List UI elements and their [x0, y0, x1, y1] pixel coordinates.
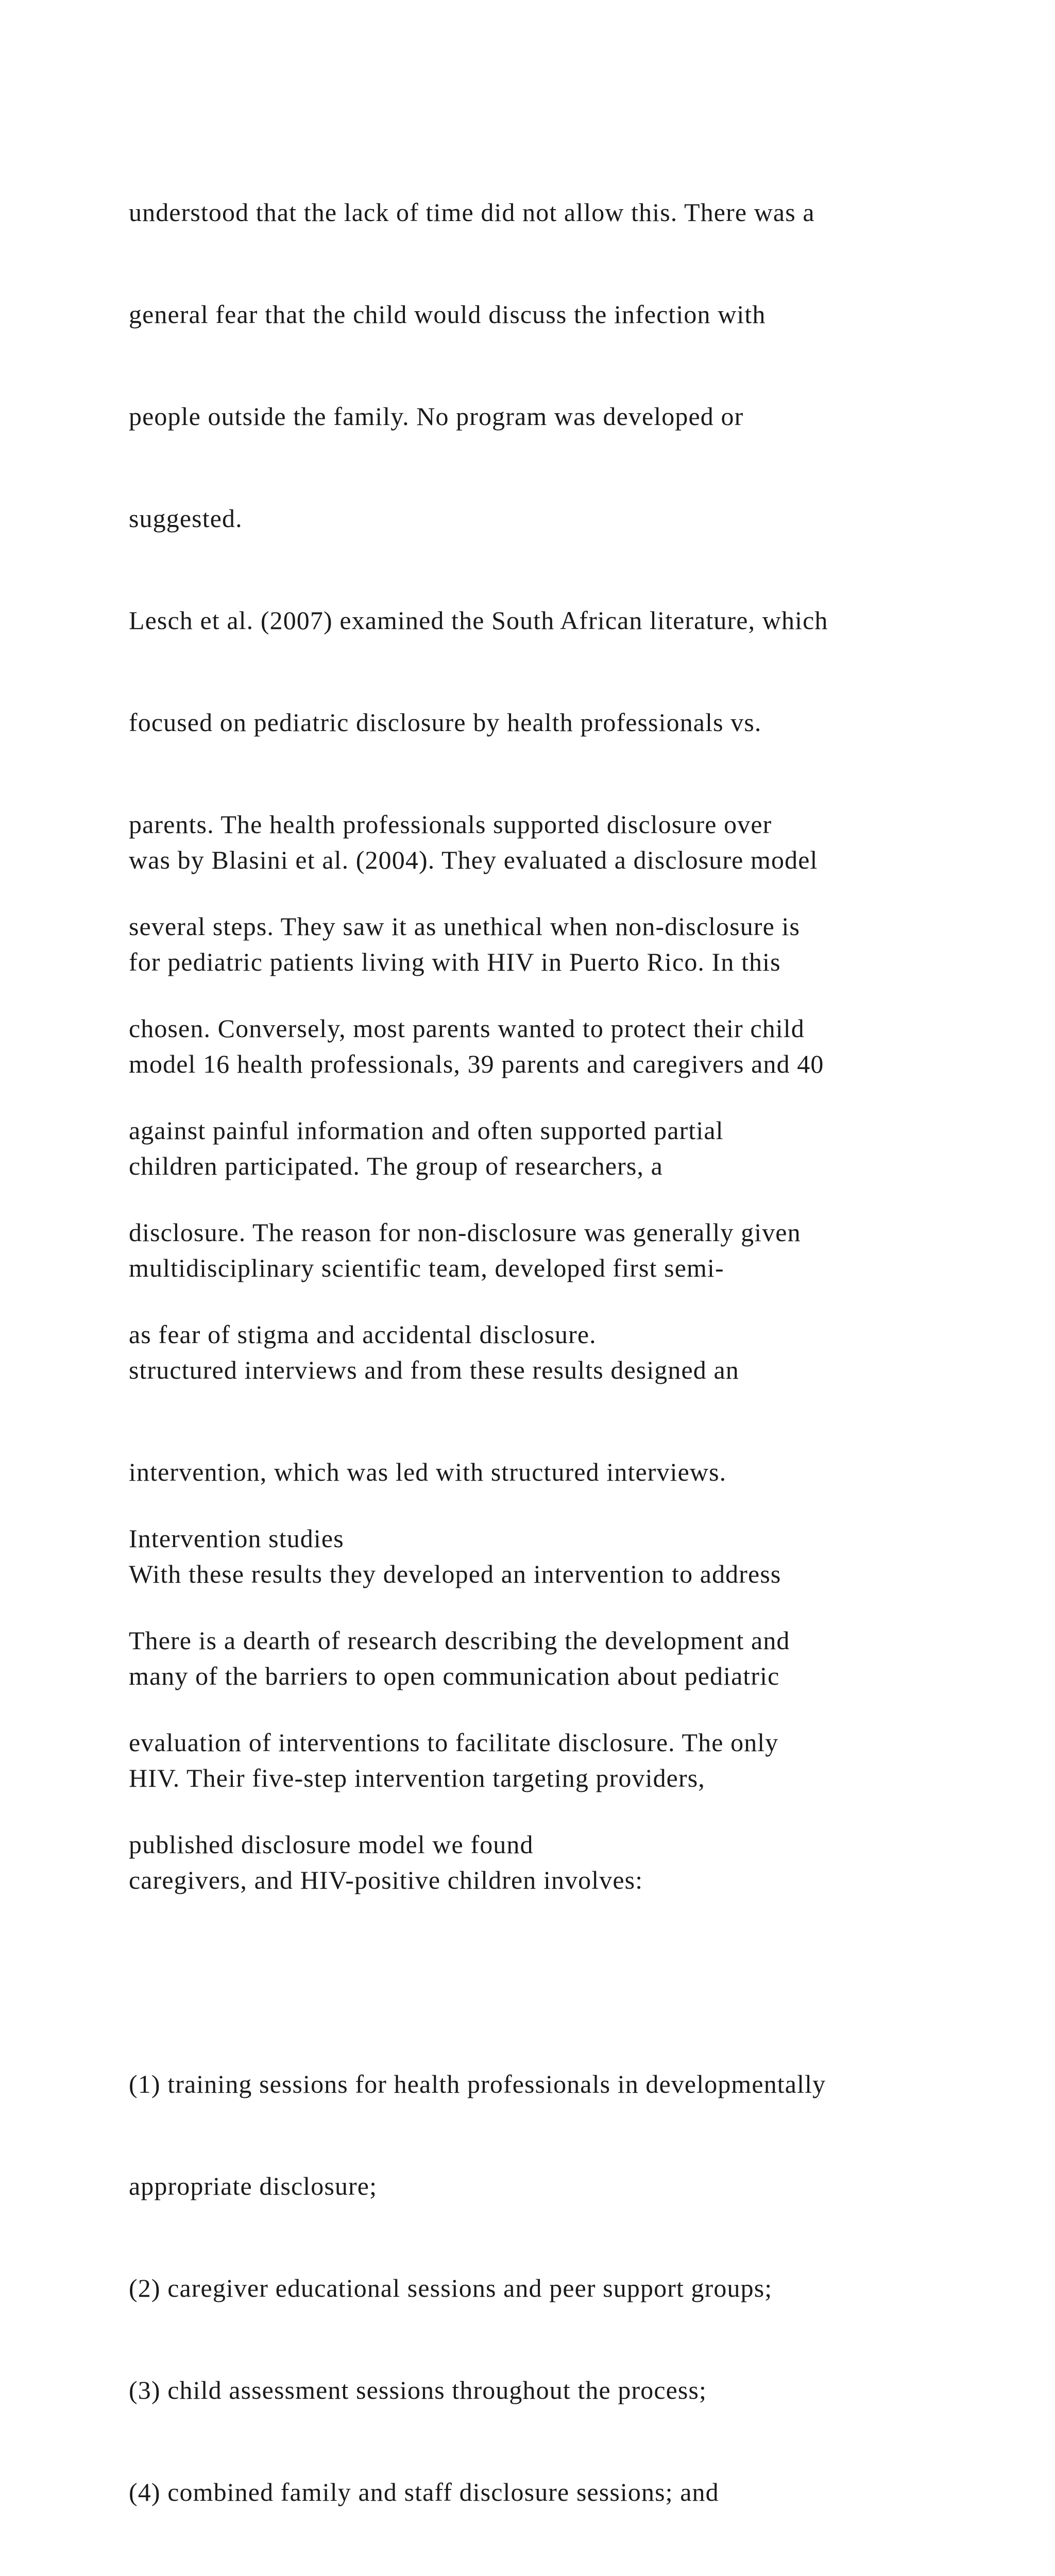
text-line: model 16 health professionals, 39 parents and caregivers and 40 — [129, 1049, 824, 1078]
section-heading: Intervention studies — [129, 1524, 344, 1553]
text-line: disclosure. The reason for non-disclosure was generally given — [129, 1218, 801, 1247]
list-item: (1) training sessions for health professionals in developmentally — [129, 2070, 826, 2098]
text-line: against painful information and often supported partial — [129, 1116, 724, 1145]
text-line: multidisciplinary scientific team, developed first semi- — [129, 1253, 724, 1282]
text-line: Lesch et al. (2007) examined the South African literature, which — [129, 606, 828, 635]
text-line: suggested. — [129, 504, 243, 533]
text-line: was by Blasini et al. (2004). They evaluated a disclosure model — [129, 845, 818, 874]
text-block-bottom — [129, 775, 1005, 2576]
text-line: understood that the lack of time did not allow this. There was a — [129, 198, 815, 227]
list-item: appropriate disclosure; — [129, 2172, 378, 2200]
text-line: children participated. The group of researchers, a — [129, 1151, 663, 1180]
text-line: There is a dearth of research describing the development and — [129, 1626, 790, 1655]
text-line: structured interviews and from these results designed an — [129, 1355, 739, 1384]
text-line: With these results they developed an intervention to address — [129, 1560, 781, 1588]
text-line: evaluation of interventions to facilitate disclosure. The only — [129, 1728, 779, 1757]
text-line: intervention, which was led with structured interviews. — [129, 1458, 727, 1486]
list-item: (2) caregiver educational sessions and peer support groups; — [129, 2274, 773, 2302]
text-line: chosen. Conversely, most parents wanted to protect their child — [129, 1014, 805, 1043]
text-line: published disclosure model we found — [129, 1830, 534, 1859]
text-line: many of the barriers to open communication about pediatric — [129, 1662, 780, 1690]
text-line: for pediatric patients living with HIV in Puerto Rico. In this — [129, 947, 781, 976]
text-line: HIV. Their five-step intervention targeting providers, — [129, 1764, 705, 1792]
list-item: (4) combined family and staff disclosure sessions; and — [129, 2478, 719, 2506]
text-line: several steps. They saw it as unethical when non-disclosure is — [129, 912, 801, 941]
text-line: caregivers, and HIV-positive children involves: — [129, 1866, 643, 1894]
list-item: (3) child assessment sessions throughout the process; — [129, 2376, 707, 2404]
text-line: parents. The health professionals supported disclosure over — [129, 810, 772, 839]
text-line: focused on pediatric disclosure by health professionals vs. — [129, 708, 762, 737]
text-line: people outside the family. No program was developed or — [129, 402, 744, 431]
text-line: general fear that the child would discuss the infection with — [129, 300, 766, 329]
blank-line — [129, 1965, 1005, 1999]
text-line: as fear of stigma and accidental disclosure. — [129, 1320, 597, 1349]
